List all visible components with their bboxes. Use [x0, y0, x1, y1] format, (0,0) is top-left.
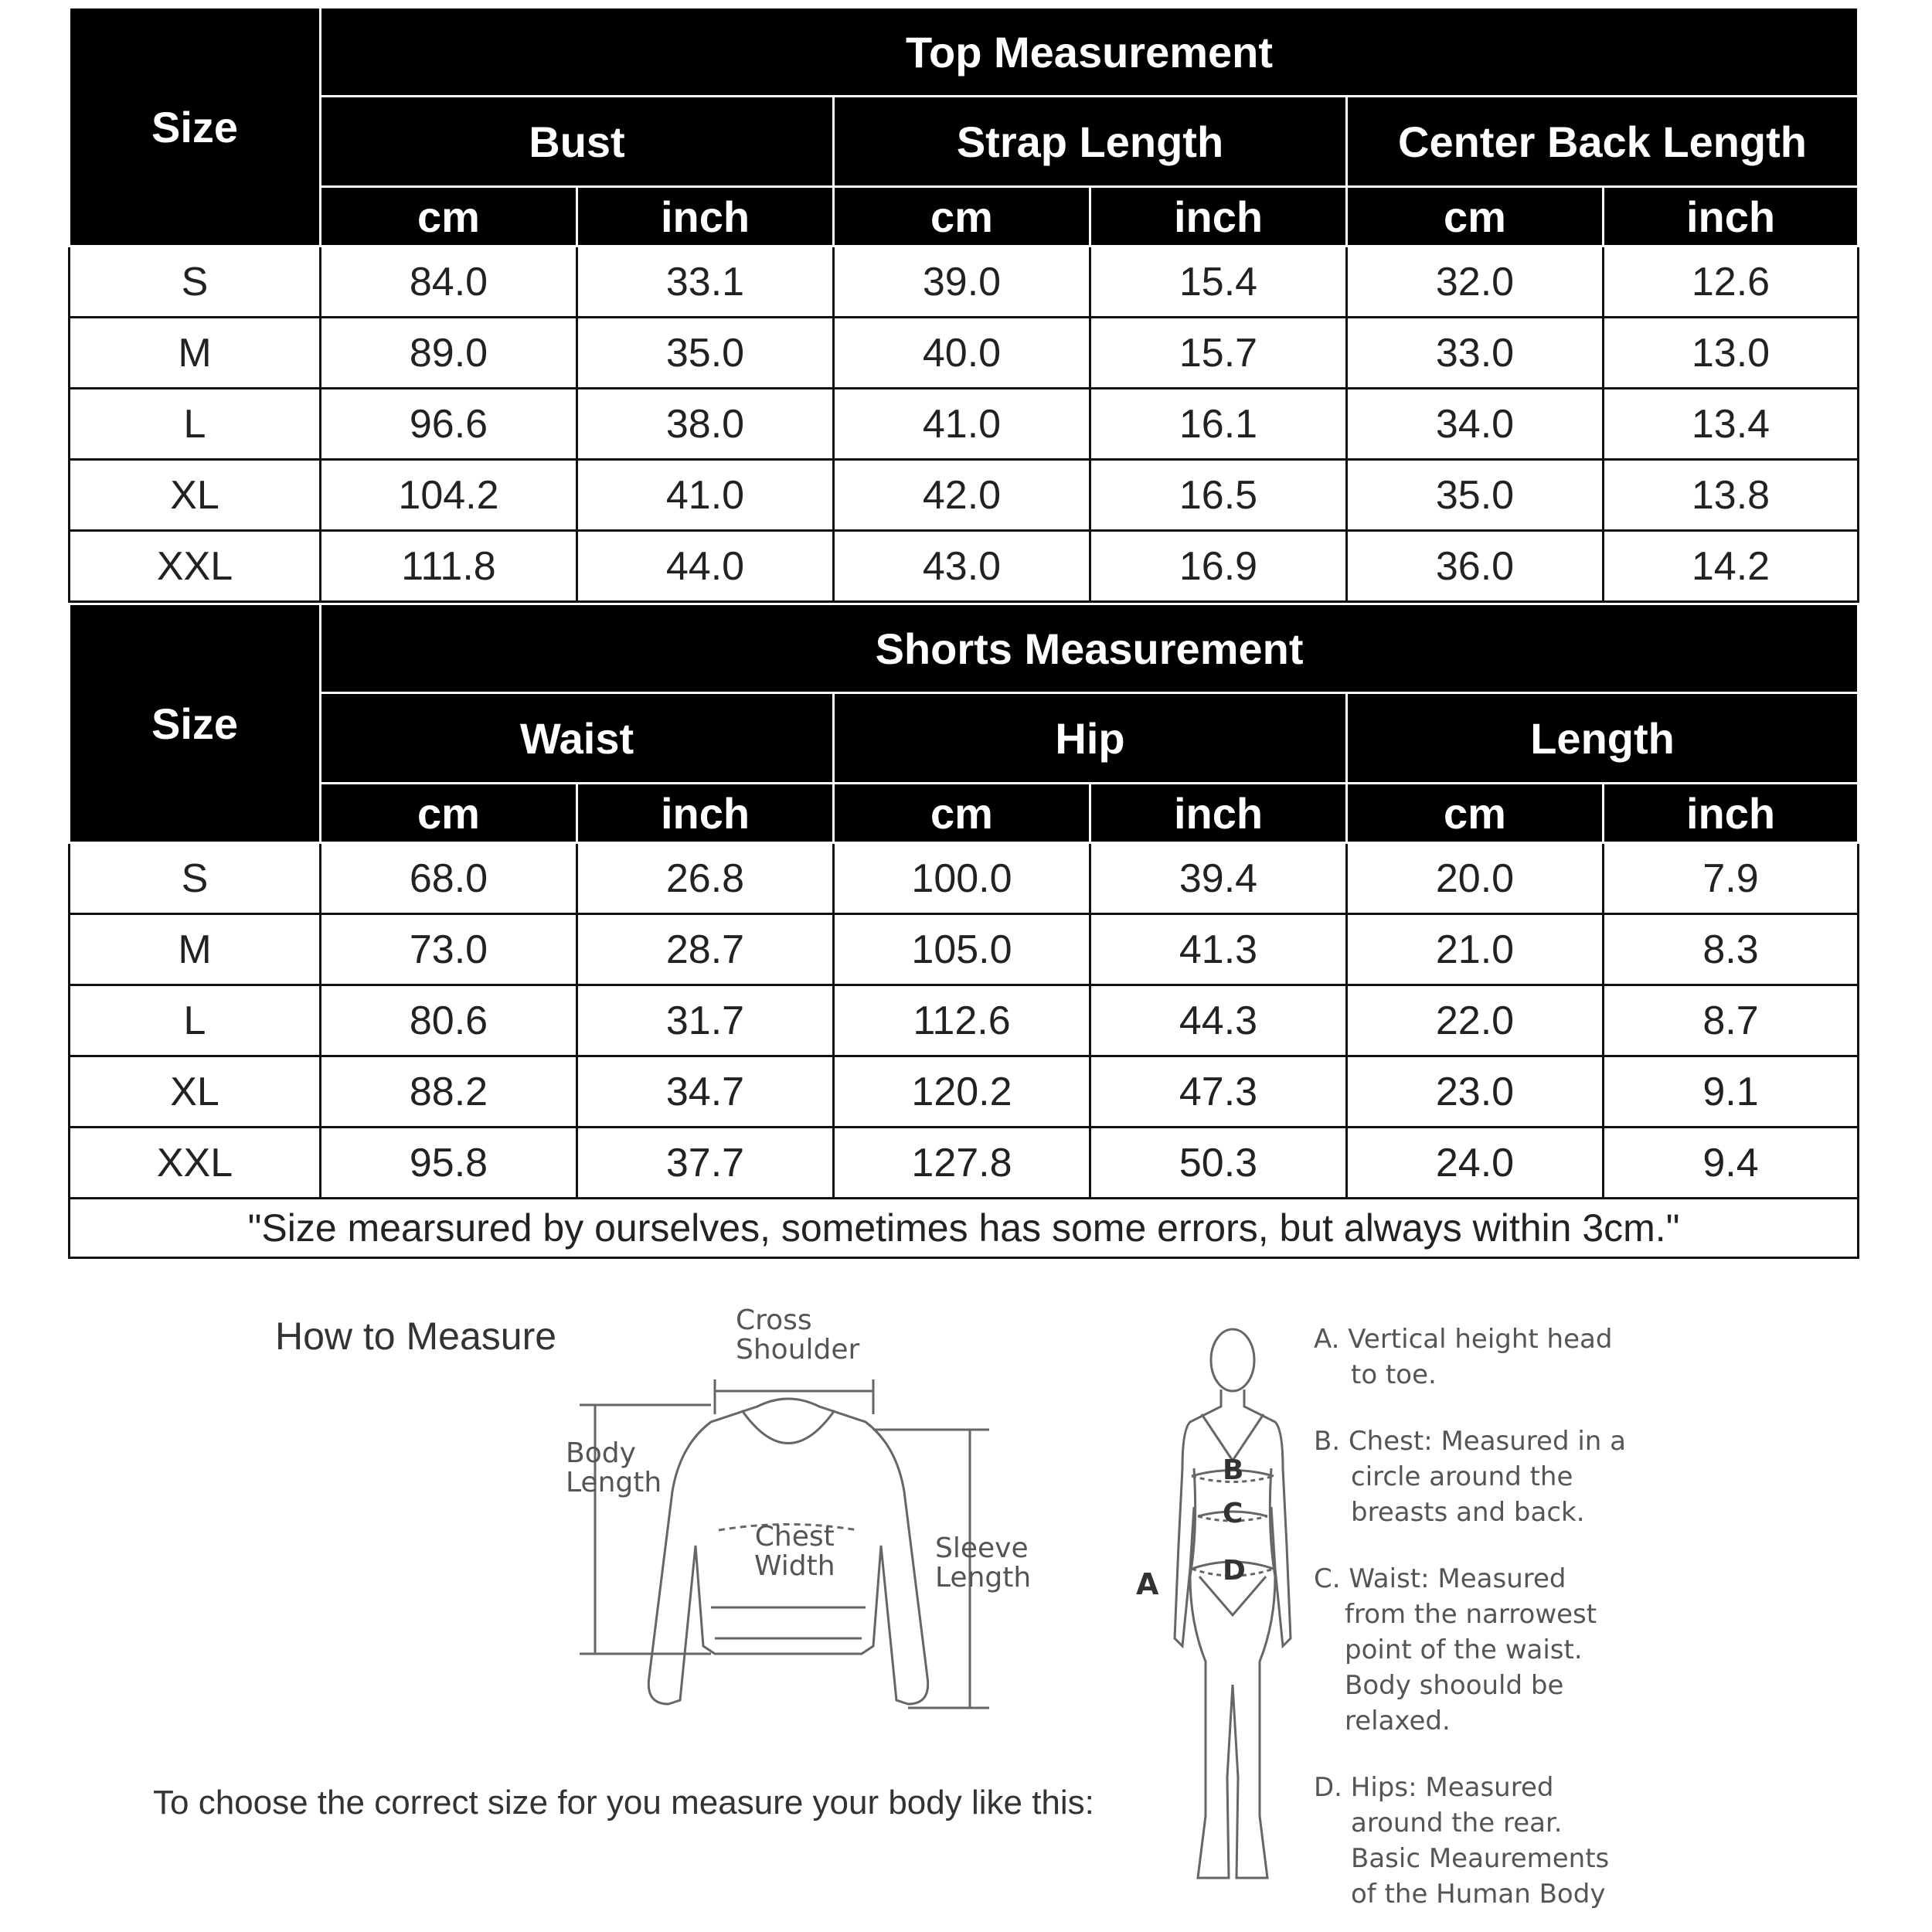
- table-cell: 33.1: [577, 247, 834, 318]
- table-row: [70, 318, 1859, 389]
- size-cell: L: [70, 389, 321, 460]
- size-cell: M: [70, 318, 321, 389]
- size-header: Size: [70, 8, 321, 247]
- unit-header: inch: [1604, 187, 1859, 247]
- table-row: [70, 914, 1859, 985]
- size-cell: S: [70, 843, 321, 914]
- unit-header: inch: [1090, 187, 1347, 247]
- table-cell: 12.6: [1604, 247, 1859, 318]
- size-cell: XXL: [70, 1128, 321, 1199]
- table-cell: 15.4: [1090, 247, 1347, 318]
- table-cell: 39.4: [1090, 843, 1347, 914]
- table-row: [70, 985, 1859, 1056]
- sleeve-length-label: Sleeve Length: [935, 1532, 1032, 1594]
- table-cell: 14.2: [1604, 531, 1859, 602]
- table-cell: 16.1: [1090, 389, 1347, 460]
- size-cell: L: [70, 985, 321, 1056]
- size-cell: S: [70, 247, 321, 318]
- unit-header: inch: [1090, 784, 1347, 843]
- shorts-measurement-table: [68, 603, 1859, 1259]
- table-cell: 47.3: [1090, 1056, 1347, 1128]
- table-cell: 35.0: [577, 318, 834, 389]
- table-cell: 20.0: [1347, 843, 1604, 914]
- table-cell: 44.0: [577, 531, 834, 602]
- top-measurement-table: [68, 6, 1859, 603]
- table-cell: 127.8: [834, 1128, 1090, 1199]
- table-cell: 8.3: [1604, 914, 1859, 985]
- group-header-hip: Hip: [834, 693, 1347, 784]
- table-cell: 13.4: [1604, 389, 1859, 460]
- table-cell: 112.6: [834, 985, 1090, 1056]
- table-cell: 43.0: [834, 531, 1090, 602]
- table-cell: 84.0: [321, 247, 577, 318]
- table-cell: 36.0: [1347, 531, 1604, 602]
- table-cell: 37.7: [577, 1128, 834, 1199]
- table-row: [70, 843, 1859, 914]
- table-cell: 105.0: [834, 914, 1090, 985]
- table-cell: 23.0: [1347, 1056, 1604, 1128]
- table-cell: 42.0: [834, 460, 1090, 531]
- table-row: [70, 1056, 1859, 1128]
- table-row: [70, 531, 1859, 602]
- unit-header: cm: [834, 187, 1090, 247]
- table-row: [70, 1128, 1859, 1199]
- table-cell: 21.0: [1347, 914, 1604, 985]
- table-cell: 88.2: [321, 1056, 577, 1128]
- table-cell: 15.7: [1090, 318, 1347, 389]
- unit-header: cm: [1347, 187, 1604, 247]
- table-title: Top Measurement: [321, 8, 1859, 97]
- unit-header: cm: [321, 784, 577, 843]
- group-header-bust: Bust: [321, 97, 834, 187]
- group-header-center-back-length: Center Back Length: [1347, 97, 1859, 187]
- table-cell: 31.7: [577, 985, 834, 1056]
- table-cell: 95.8: [321, 1128, 577, 1199]
- table-cell: 16.5: [1090, 460, 1347, 531]
- size-cell: XXL: [70, 531, 321, 602]
- measure-instruction: To choose the correct size for you measure your body like this:: [153, 1784, 1094, 1821]
- table-cell: 41.0: [834, 389, 1090, 460]
- table-cell: 68.0: [321, 843, 577, 914]
- body-letter-d: D: [1223, 1555, 1246, 1587]
- table-cell: 100.0: [834, 843, 1090, 914]
- table-cell: 33.0: [1347, 318, 1604, 389]
- unit-header: cm: [1347, 784, 1604, 843]
- cross-shoulder-label: Cross Shoulder: [736, 1304, 860, 1366]
- unit-header: cm: [321, 187, 577, 247]
- unit-header: inch: [577, 784, 834, 843]
- table-cell: 9.4: [1604, 1128, 1859, 1199]
- body-letter-c: C: [1223, 1498, 1243, 1529]
- body-letter-b: B: [1223, 1454, 1244, 1486]
- measurement-note: "Size mearsured by ourselves, sometimes has some errors, but always within 3cm.": [70, 1199, 1859, 1258]
- group-header-waist: Waist: [321, 693, 834, 784]
- table-cell: 96.6: [321, 389, 577, 460]
- table-row: [70, 460, 1859, 531]
- table-cell: 9.1: [1604, 1056, 1859, 1128]
- size-cell: M: [70, 914, 321, 985]
- group-header-length: Length: [1347, 693, 1859, 784]
- table-cell: 41.0: [577, 460, 834, 531]
- table-cell: 22.0: [1347, 985, 1604, 1056]
- table-cell: 104.2: [321, 460, 577, 531]
- table-cell: 89.0: [321, 318, 577, 389]
- unit-header: inch: [1604, 784, 1859, 843]
- how-to-measure-title: How to Measure: [275, 1315, 557, 1358]
- table-cell: 34.7: [577, 1056, 834, 1128]
- table-cell: 120.2: [834, 1056, 1090, 1128]
- table-cell: 111.8: [321, 531, 577, 602]
- body-measurement-notes: A. Vertical height head to toe. B. Chest: Measured in a circle around the breasts and back. C. Waist: Measured from the narrowest point of the waist. Body shoould be relaxed. D. Hips: Measured around the rear. Basic Meaurements of the Human Body: [1314, 1324, 1626, 1910]
- table-cell: 38.0: [577, 389, 834, 460]
- size-cell: XL: [70, 1056, 321, 1128]
- table-title: Shorts Measurement: [321, 604, 1859, 693]
- table-cell: 39.0: [834, 247, 1090, 318]
- size-cell: XL: [70, 460, 321, 531]
- table-cell: 26.8: [577, 843, 834, 914]
- table-cell: 35.0: [1347, 460, 1604, 531]
- unit-header: cm: [834, 784, 1090, 843]
- table-cell: 13.0: [1604, 318, 1859, 389]
- body-letter-a: A: [1136, 1567, 1159, 1601]
- table-row: [70, 389, 1859, 460]
- table-cell: 32.0: [1347, 247, 1604, 318]
- table-cell: 50.3: [1090, 1128, 1347, 1199]
- table-cell: 7.9: [1604, 843, 1859, 914]
- table-cell: 41.3: [1090, 914, 1347, 985]
- table-cell: 24.0: [1347, 1128, 1604, 1199]
- body-length-label: Body Length: [566, 1437, 662, 1498]
- table-cell: 8.7: [1604, 985, 1859, 1056]
- table-cell: 80.6: [321, 985, 577, 1056]
- table-row: [70, 247, 1859, 318]
- table-cell: 13.8: [1604, 460, 1859, 531]
- chest-width-label: Chest Width: [754, 1521, 835, 1582]
- table-cell: 16.9: [1090, 531, 1347, 602]
- size-header: Size: [70, 604, 321, 843]
- unit-header: inch: [577, 187, 834, 247]
- human-body-diagram: [1144, 1314, 1321, 1901]
- group-header-strap-length: Strap Length: [834, 97, 1347, 187]
- table-cell: 73.0: [321, 914, 577, 985]
- table-cell: 28.7: [577, 914, 834, 985]
- table-cell: 40.0: [834, 318, 1090, 389]
- table-cell: 44.3: [1090, 985, 1347, 1056]
- table-cell: 34.0: [1347, 389, 1604, 460]
